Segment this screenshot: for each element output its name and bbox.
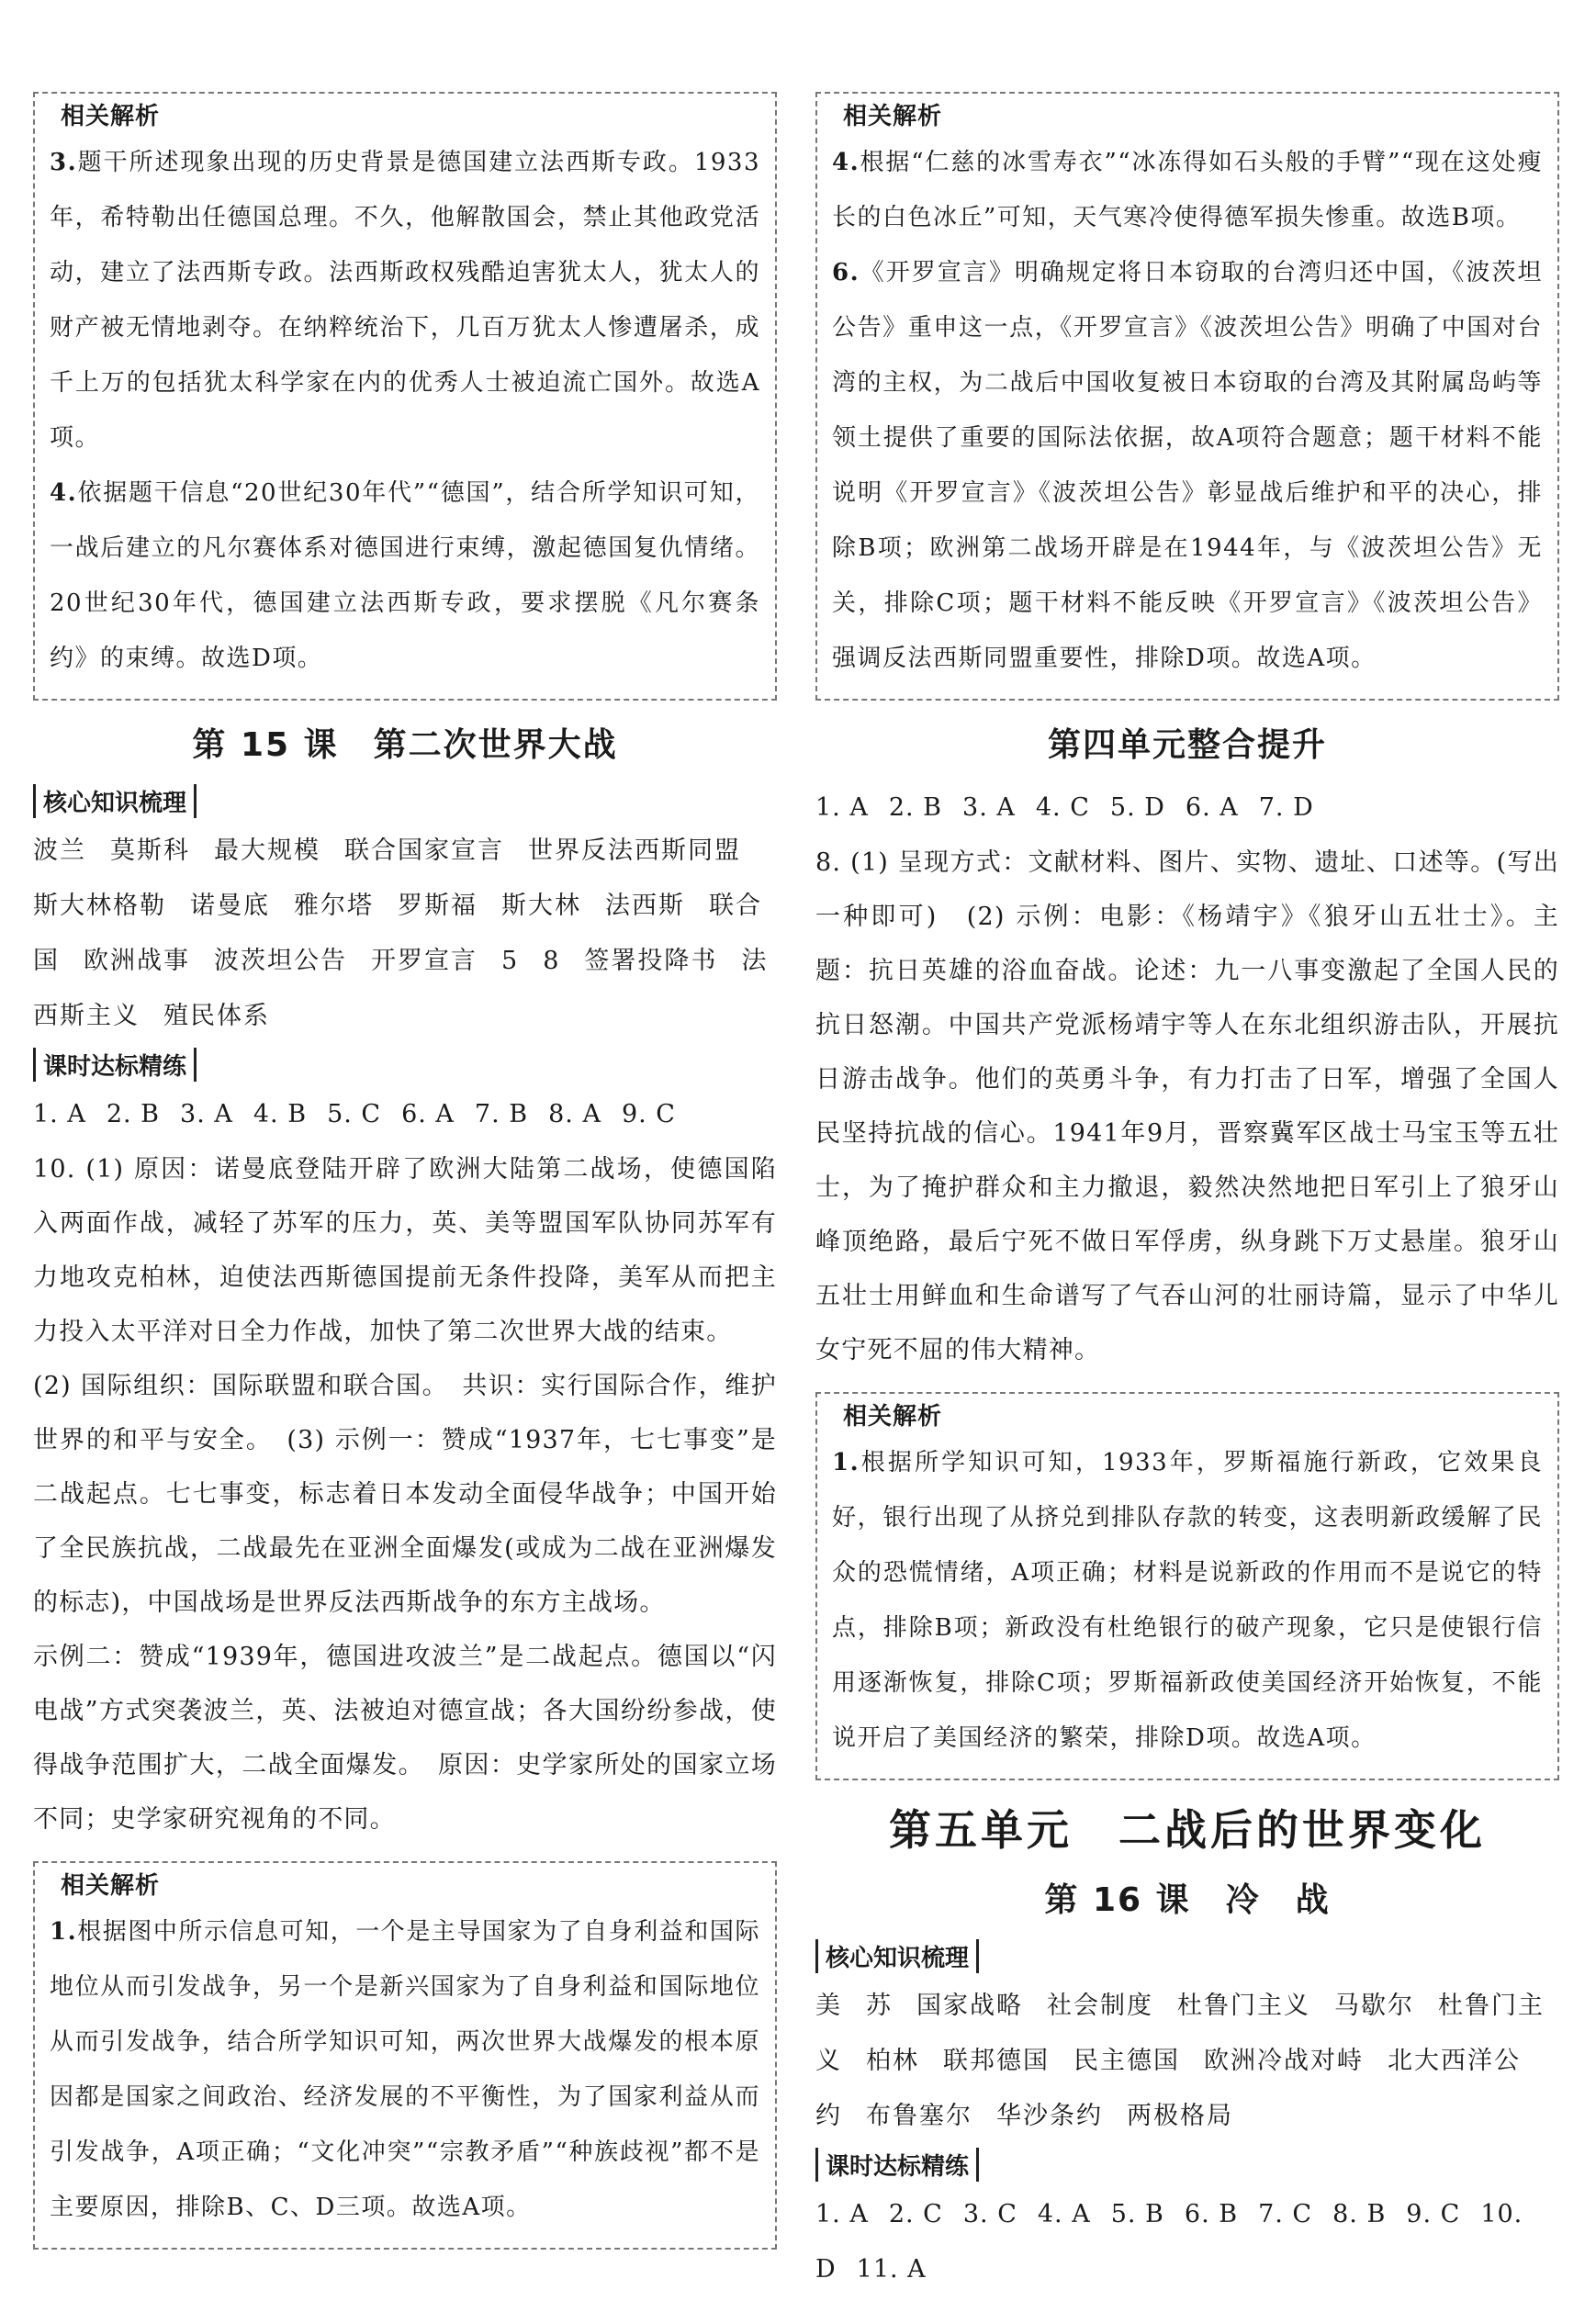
analysis-box-l1	[33, 92, 777, 701]
question-8-answer: 8. (1) 呈现方式：文献材料、图片、实物、遗址、口述等。(写出一种即可) (2) 示例：电影：《杨靖宇》《狼牙山五壮士》。主题：抗日英雄的浴血奋战。论述：九一八事变激起了全国人民的抗日怒潮。中国共产党派杨靖宇等人在东北组织游击队，开展抗日游击战争。他们的英勇斗争，有力打击了日军，增强了全国人民坚持抗战的信心。1941年9月，晋察冀军区战士马宝玉等五壮士，为了掩护群众和主力撤退，毅然决然地把日军引上了狼牙山峰顶绝路，最后宁死不做日军俘虏，纵身跳下万丈悬崖。狼牙山五壮士用鲜血和生命谱写了气吞山河的壮丽诗篇，显示了中华儿女宁死不屈的伟大精神。	[815, 848, 1559, 1364]
item-text: 根据图中所示信息可知，一个是主导国家为了自身利益和国际地位从而引发战争，另一个是新兴国家为了自身利益和国际地位从而引发战争，结合所学知识可知，两次世界大战爆发的根本原因都是国家之间政治、经济发展的不平衡性，为了国家利益从而引发战争，A项正确；“文化冲突”“宗教矛盾”“种族歧视”都不是主要原因，排除B、C、D三项。故选A项。	[50, 1918, 760, 2221]
analysis-box-r2	[815, 1392, 1559, 1780]
keyword: 波兰	[33, 836, 86, 865]
answer: 6. A	[1185, 793, 1239, 822]
analysis-item	[50, 135, 760, 466]
item-number: 1.	[832, 1449, 860, 1476]
keyword: 联合国家宣言	[344, 836, 504, 865]
answer: 7. C	[1258, 2200, 1313, 2228]
keyword: 斯大林格勒	[33, 892, 166, 920]
unit-5-title: 第五单元 二战后的世界变化	[889, 1805, 1486, 1855]
keyword: 华沙条约	[996, 2102, 1103, 2130]
answer: 6. B	[1184, 2200, 1239, 2228]
item-number: 4.	[50, 479, 78, 507]
answer: 7. D	[1258, 793, 1314, 822]
answer: 9. C	[1406, 2200, 1461, 2228]
practice-tag: 课时达标精练	[815, 2148, 979, 2182]
unit-4-review-title: 第四单元整合提升	[1047, 726, 1327, 764]
analysis-box-l2	[33, 1861, 777, 2250]
keyword-list	[815, 1979, 1559, 2144]
keyword: 杜鲁门主义	[1177, 1992, 1310, 2020]
keyword: 联邦德国	[943, 2047, 1050, 2075]
analysis-title: 相关解析	[843, 1403, 943, 1431]
practice-tag: 课时达标精练	[33, 1048, 197, 1082]
lesson-15-title: 第 15 课 第二次世界大战	[192, 726, 618, 764]
item-number: 3.	[50, 149, 78, 176]
answer: 2. B	[888, 793, 943, 822]
core-knowledge-tag: 核心知识梳理	[815, 1939, 979, 1973]
keyword: 杜鲁门主义	[815, 1992, 1545, 2075]
item-text: 根据所学知识可知，1933年，罗斯福施行新政，它效果良好，银行出现了从挤兑到排队存款的转变，这表明新政缓解了民众的恐慌情绪，A项正确；材料是说新政的作用而不是说它的特点，排除B项；新政没有杜绝银行的破产现象，它只是使银行信用逐渐恢复，排除C项；罗斯福新政使美国经济开始恢复，不能说开启了美国经济的繁荣，排除D项。故选A项。	[832, 1449, 1543, 1752]
answer: 2. B	[106, 1100, 161, 1128]
keyword: 世界反法西斯同盟	[528, 836, 741, 865]
keyword: 开罗宣言	[371, 947, 478, 975]
keyword: 欧洲冷战对峙	[1204, 2047, 1364, 2075]
answer: 8. B	[1332, 2200, 1387, 2228]
question-10-answer: (2) 国际组织：国际联盟和联合国。 共识：实行国际合作，维护世界的和平与安全。 (3) 示例一：赞成“1937年，七七事变”是二战起点。七七事变，标志着日本发动全面侵华战争；中国开始了全民族抗战，二战最先在亚洲全面爆发(或成为二战在亚洲爆发的标志)，中国战场是世界反法西斯战争的东方主战场。	[33, 1372, 777, 1617]
keyword: 莫斯科	[110, 836, 190, 865]
answer: 2. C	[888, 2200, 943, 2228]
keyword: 北大西洋公约	[815, 2047, 1521, 2130]
keyword: 法西斯	[605, 892, 685, 920]
answer: 4. B	[253, 1100, 308, 1128]
analysis-item	[832, 245, 1543, 686]
keyword: 联合国	[33, 892, 762, 975]
keyword: 波茨坦公告	[214, 947, 347, 975]
answer: 10. D	[815, 2200, 1523, 2284]
answer: 8. A	[548, 1100, 601, 1128]
keyword: 最大规模	[214, 836, 320, 865]
keyword: 欧洲战事	[84, 947, 190, 975]
keyword: 8	[543, 947, 561, 975]
analysis-item	[50, 1904, 760, 2235]
answer: 5. D	[1109, 793, 1165, 822]
item-text: 《开罗宣言》明确规定将日本窃取的台湾归还中国，《波茨坦公告》重申这一点，《开罗宣言》《波茨坦公告》明确了中国对台湾的主权，为二战后中国收复被日本窃取的台湾及其附属岛屿等领土提供了重要的国际法依据，故A项符合题意；题干材料不能说明《开罗宣言》《波茨坦公告》彰显战后维护和平的决心，排除B项；欧洲第二战场开辟是在1944年，与《波茨坦公告》无关，排除C项；题干材料不能反映《开罗宣言》《波茨坦公告》强调反法西斯同盟重要性，排除D项。故选A项。	[832, 259, 1543, 672]
question-10-answer: 示例二：赞成“1939年，德国进攻波兰”是二战起点。德国以“闪电战”方式突袭波兰，英、法被迫对德宣战；各大国纷纷参战，使得战争范围扩大，二战全面爆发。 原因：史学家所处的国家立场不同；史学家研究视角的不同。	[33, 1643, 777, 1834]
answer: 1. A	[33, 1100, 86, 1128]
keyword: 布鲁塞尔	[866, 2102, 972, 2130]
answer: 3. A	[962, 793, 1016, 822]
answer: 1. A	[815, 793, 869, 822]
keyword: 殖民体系	[163, 1002, 270, 1030]
analysis-item	[832, 135, 1543, 245]
item-text: 题干所述现象出现的历史背景是德国建立法西斯专政。1933年，希特勒出任德国总理。不久，他解散国会，禁止其他政党活动，建立了法西斯专政。法西斯政权残酷迫害犹太人，犹太人的财产被无情地剥夺。在纳粹统治下，几百万犹太人惨遭屠杀，成千上万的包括犹太科学家在内的优秀人士被迫流亡国外。故选A项。	[50, 149, 760, 452]
answer: 9. C	[621, 1100, 676, 1128]
keyword: 柏林	[866, 2047, 919, 2075]
core-knowledge-tag: 核心知识梳理	[33, 784, 197, 818]
keyword: 斯大林	[501, 892, 581, 920]
answer-list	[815, 2187, 1559, 2297]
lesson-16-title: 第 16 课 冷 战	[1044, 1881, 1331, 1919]
keyword: 民主德国	[1073, 2047, 1180, 2075]
answer: 6. A	[401, 1100, 455, 1128]
keyword: 两极格局	[1127, 2102, 1233, 2130]
item-text: 依据题干信息“20世纪30年代”“德国”，结合所学知识可知，一战后建立的凡尔赛体系对德国进行束缚，激起德国复仇情绪。20世纪30年代，德国建立法西斯专政，要求摆脱《凡尔赛条约》的束缚。故选D项。	[50, 479, 760, 672]
item-number: 4.	[832, 149, 860, 176]
answer: 7. B	[474, 1100, 529, 1128]
answer: 1. A	[815, 2200, 869, 2228]
item-text: 根据“仁慈的冰雪寿衣”“冰冻得如石头般的手臂”“现在这处瘦长的白色冰丘”可知，天气寒冷使得德军损失惨重。故选B项。	[832, 149, 1543, 231]
keyword: 诺曼底	[190, 892, 270, 920]
answer: 3. A	[180, 1100, 233, 1128]
keyword-list	[33, 824, 777, 1044]
item-number: 1.	[50, 1918, 78, 1946]
question-10-answer: 10. (1) 原因：诺曼底登陆开辟了欧洲大陆第二战场，使德国陷入两面作战，减轻了苏军的压力，英、美等盟国军队协同苏军有力地攻克柏林，迫使法西斯德国提前无条件投降，美军从而把主力投入太平洋对日全力作战，加快了第二次世界大战的结束。	[33, 1155, 777, 1346]
answer-list	[815, 780, 1559, 836]
keyword: 马歇尔	[1334, 1992, 1414, 2020]
analysis-item	[832, 1435, 1543, 1766]
keyword: 5	[501, 947, 520, 975]
keyword: 罗斯福	[398, 892, 478, 920]
right-column	[815, 92, 1559, 2297]
analysis-title: 相关解析	[61, 103, 161, 130]
keyword: 苏	[866, 1992, 893, 2020]
item-number: 6.	[832, 259, 860, 286]
keyword: 签署投降书	[584, 947, 718, 975]
answer: 11. A	[856, 2255, 927, 2284]
keyword: 雅尔塔	[294, 892, 374, 920]
answer: 5. B	[1110, 2200, 1164, 2228]
keyword: 国家战略	[916, 1992, 1023, 2020]
keyword: 美	[815, 1992, 842, 2020]
analysis-item	[50, 466, 760, 686]
left-column	[33, 92, 777, 2266]
answer: 4. A	[1037, 2200, 1091, 2228]
answer: 5. C	[327, 1100, 382, 1128]
keyword: 社会制度	[1047, 1992, 1153, 2020]
analysis-title: 相关解析	[843, 103, 943, 130]
analysis-box-r1	[815, 92, 1559, 701]
answer-list	[33, 1087, 777, 1142]
answer: 4. C	[1035, 793, 1090, 822]
analysis-title: 相关解析	[61, 1872, 161, 1900]
answer: 3. C	[962, 2200, 1017, 2228]
keyword: 法西斯主义	[33, 947, 769, 1030]
